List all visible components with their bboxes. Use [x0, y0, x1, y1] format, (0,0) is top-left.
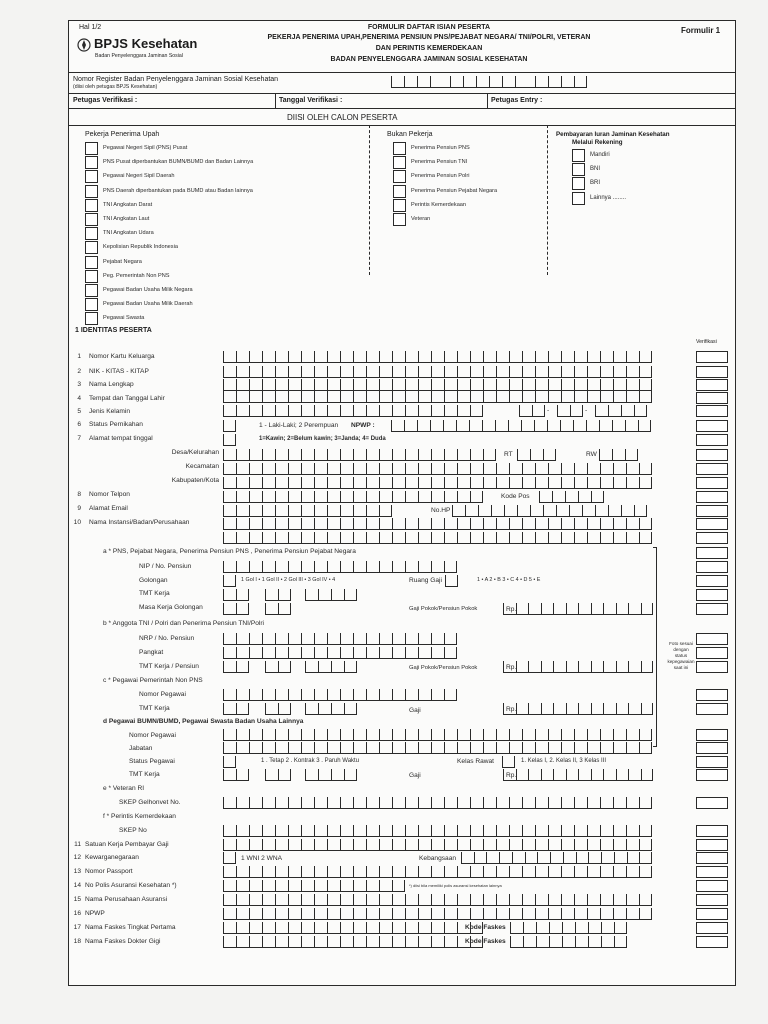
masa-kerja-label: Masa Kerja Golongan: [139, 604, 203, 611]
register-number-input[interactable]: [391, 76, 601, 88]
field-number: 12: [73, 854, 81, 861]
field-number: 4: [77, 395, 81, 402]
tmt-d-label: TMT Kerja: [129, 771, 160, 778]
verification-box[interactable]: [696, 742, 728, 754]
field-number: 7: [77, 435, 81, 442]
verification-box[interactable]: [696, 703, 728, 715]
tmt-d-year[interactable]: [305, 769, 357, 781]
gaji-pokok-input[interactable]: [503, 603, 653, 615]
bp-option-label: Penerima Pensiun Pejabat Negara: [411, 187, 498, 194]
gaji-c-label: Gaji: [409, 707, 421, 714]
polis-input[interactable]: [223, 880, 405, 892]
bpjs-logo-icon: [77, 38, 91, 52]
satuan-kerja-input[interactable]: [223, 839, 652, 851]
golongan-options: 1 Gol I • 1 Gol II • 2 Gol III • 3 Gol IV • 4: [241, 577, 336, 583]
verification-box[interactable]: [696, 491, 728, 503]
register-label: Nomor Register Badan Penyelenggara Jaminan Sosial Kesehatan: [73, 76, 279, 83]
ppu-option-label: TNI Angkatan Laut: [103, 216, 150, 222]
address-input[interactable]: [223, 449, 496, 461]
verification-box[interactable]: [696, 603, 728, 615]
tmt-year-input[interactable]: [305, 589, 357, 601]
field-label: Tempat dan Tanggal Lahir: [89, 395, 165, 402]
field-label: Jenis Kelamin: [89, 408, 131, 415]
logo-subtext: Badan Penyelenggara Jaminan Sosial: [95, 53, 183, 59]
npwp-input[interactable]: [223, 908, 652, 920]
verification-box[interactable]: [696, 633, 728, 645]
rw-label: RW: [586, 451, 597, 458]
date-separator: -: [585, 407, 588, 414]
verification-box[interactable]: [696, 729, 728, 741]
status-pegawai-input[interactable]: [223, 756, 236, 768]
ppu-option-label: TNI Angkatan Udara: [103, 230, 154, 237]
emp-d-title: d Pegawai BUMN/BUMD, Pegawai Swasta Badan Usaha Lainnya: [103, 718, 304, 725]
rt-label: RT: [504, 451, 513, 458]
gender-input[interactable]: [223, 420, 236, 432]
kode-faskes-gigi-input[interactable]: [510, 936, 650, 948]
ppu-checkbox[interactable]: [85, 270, 98, 283]
field-number: 14: [73, 882, 81, 889]
gaji-pokok-label-b: Gaji Pokok/Pensiun Pokok: [409, 665, 478, 671]
field-number: 3: [77, 381, 81, 388]
field-label: Nomor Passport: [85, 868, 133, 875]
kebangsaan-input[interactable]: [461, 852, 652, 864]
tanggal-verifikasi-label: Tanggal Verifikasi :: [279, 97, 343, 104]
field-number: 9: [77, 505, 81, 512]
emp-f-title: f * Perintis Kemerdekaan: [103, 813, 176, 820]
field-label: NIK - KITAS - KITAP: [89, 368, 149, 375]
verification-box[interactable]: [696, 392, 728, 404]
category-bp-title: Bukan Pekerja: [387, 131, 433, 138]
verification-box[interactable]: [696, 420, 728, 432]
ppu-checkbox[interactable]: [85, 213, 98, 226]
field-number: 16: [73, 910, 81, 917]
bank-option-label: BNI: [590, 166, 601, 173]
kebangsaan-label: Kebangsaan: [419, 855, 457, 862]
nrp-input[interactable]: [223, 633, 457, 645]
gaji-pokok-label: Gaji Pokok/Pensiun Pokok: [409, 606, 478, 612]
ppu-checkbox[interactable]: [85, 312, 98, 325]
skep-veteran-label: SKEP Gelhonvet No.: [119, 799, 181, 806]
nomor-pegawai-d-input[interactable]: [223, 729, 652, 741]
verification-box[interactable]: [696, 561, 728, 573]
field-label: Status Pernikahan: [89, 421, 143, 428]
verification-box[interactable]: [696, 936, 728, 948]
golongan-label: Golongan: [139, 577, 168, 584]
postcode-label: Kode Pos: [501, 493, 530, 500]
gaji-c-input[interactable]: [503, 703, 653, 715]
city-input[interactable]: [223, 491, 483, 503]
verification-box[interactable]: [696, 366, 728, 378]
field-label: Alamat tempat tinggal: [89, 435, 153, 442]
field-number: 2: [77, 368, 81, 375]
verification-box[interactable]: [696, 477, 728, 489]
ppu-checkbox[interactable]: [85, 156, 98, 169]
field-label: NPWP: [85, 910, 105, 917]
field-label: Alamat Email: [89, 505, 128, 512]
ppu-option-label: Peg. Pemerintah Non PNS: [103, 272, 170, 279]
bp-option-label: Penerima Pensiun PNS: [411, 145, 470, 151]
bp-option-label: Perintis Kemerdekaan: [411, 201, 467, 208]
faskes-gigi-input[interactable]: [223, 936, 483, 948]
faskes1-input[interactable]: [223, 922, 483, 934]
bp-checkbox[interactable]: [393, 199, 406, 212]
gaji-pokok-b-input[interactable]: [503, 661, 653, 673]
gaji-d-label: Gaji: [409, 772, 421, 779]
petugas-entry-label: Petugas Entry :: [491, 97, 543, 104]
ppu-checkbox[interactable]: [85, 199, 98, 212]
skep-veteran-input[interactable]: [223, 797, 652, 809]
verification-box[interactable]: [696, 922, 728, 934]
ppu-option-label: TNI Angkatan Darat: [103, 201, 153, 208]
village-input[interactable]: [223, 463, 652, 475]
verification-box[interactable]: [696, 434, 728, 446]
pangkat-label: Pangkat: [139, 649, 164, 656]
form-subtitle-2: DAN PERINTIS KEMERDEKAAN: [375, 45, 483, 52]
marital-options: 1=Kawin; 2=Belum kawin; 3=Janda; 4= Duda: [259, 436, 386, 442]
birth-day-input[interactable]: [519, 405, 545, 417]
payment-subtitle: Melalui Rekening: [572, 139, 623, 146]
bp-checkbox[interactable]: [393, 156, 406, 169]
category-ppu-title: Pekerja Penerima Upah: [85, 131, 160, 138]
kk-number-input[interactable]: [223, 351, 652, 363]
form-subtitle-1: PEKERJA PENERIMA UPAH,PENERIMA PENSIUN PNS/PEJABAT NEGARA/ TNI/POLRI, VETERAN: [267, 34, 591, 41]
emp-e-title: e * Veteran RI: [103, 785, 145, 792]
npwp-label: NPWP :: [351, 422, 375, 429]
identity-section-title: 1 IDENTITAS PESERTA: [75, 327, 152, 334]
field-label: Kabupaten/Kota: [171, 477, 219, 484]
field-label: Nama Perusahaan Asuransi: [85, 896, 168, 903]
bank-checkbox[interactable]: [572, 177, 585, 190]
tmt-pensiun-label: TMT Kerja / Pensiun: [139, 663, 199, 670]
skep-no-label: SKEP No: [119, 827, 147, 834]
page-number: Hal 1/2: [79, 24, 102, 31]
tmt-p-month[interactable]: [265, 661, 291, 673]
ppu-option-label: Pegawai Swasta: [103, 315, 145, 322]
bank-option-label: Mandiri: [590, 152, 610, 158]
tmt-p-day[interactable]: [223, 661, 249, 673]
verification-box[interactable]: [696, 351, 728, 363]
kelas-options: 1. Kelas I, 2. Kelas II, 3 Kelas III: [521, 758, 607, 764]
ppu-checkbox[interactable]: [85, 142, 98, 155]
verification-box[interactable]: [696, 689, 728, 701]
verification-box[interactable]: [696, 463, 728, 475]
verification-box[interactable]: [696, 894, 728, 906]
field-number: 10: [73, 519, 81, 526]
field-number: 1: [77, 353, 81, 360]
bank-option-label: Lainnya ........: [590, 194, 627, 201]
bp-checkbox[interactable]: [393, 142, 406, 155]
verification-box[interactable]: [696, 647, 728, 659]
ppu-option-label: PNS Daerah diperbantukan pada BUMD atau Badan lainnya: [103, 187, 253, 194]
form-title: FORMULIR DAFTAR ISIAN PESERTA: [367, 24, 491, 31]
rt-input[interactable]: [517, 449, 556, 461]
register-sublabel: (diisi oleh petugas BPJS Kesehatan): [73, 84, 158, 90]
rp-label: Rp.: [506, 606, 517, 613]
field-label: Satuan Kerja Pembayar Gaji: [85, 841, 169, 848]
verification-box[interactable]: [696, 505, 728, 517]
verification-box[interactable]: [696, 589, 728, 601]
tmt-day-input[interactable]: [223, 589, 249, 601]
ppu-checkbox[interactable]: [85, 241, 98, 254]
kode-faskes1-input[interactable]: [510, 922, 650, 934]
name-input-line2[interactable]: [223, 391, 652, 403]
field-label: No Polis Asuransi Kesehatan *): [85, 882, 177, 889]
ppu-option-label: Pegawai Badan Usaha Milik Negara: [103, 287, 193, 293]
emp-bracket: [653, 547, 657, 747]
tmt-month-input[interactable]: [265, 589, 291, 601]
date-separator: -: [547, 407, 550, 414]
citizenship-options: 1 WNI 2 WNA: [241, 855, 283, 862]
instansi-input[interactable]: [223, 532, 652, 544]
ppu-checkbox[interactable]: [85, 256, 98, 269]
bp-option-label: Veteran: [411, 216, 431, 222]
nomor-pegawai-d-label: Nomor Pegawai: [129, 732, 176, 739]
rp-label-c: Rp.: [506, 706, 517, 713]
tmt-kerja-label: TMT Kerja: [139, 590, 170, 597]
field-number: 13: [73, 868, 81, 875]
verification-box[interactable]: [696, 547, 728, 559]
verifikasi-label: Verifikasi: [696, 339, 717, 345]
ppu-option-label: Kepolisian Republik Indonesia: [103, 244, 178, 251]
bank-option-label: BRI: [590, 180, 601, 187]
nik-input[interactable]: [223, 366, 652, 378]
form-sheet: [68, 20, 736, 986]
verification-box[interactable]: [696, 756, 728, 768]
gaji-d-input[interactable]: [503, 769, 653, 781]
ruang-gaji-label: Ruang Gaji: [409, 577, 442, 584]
jabatan-input[interactable]: [223, 742, 652, 754]
ppu-checkbox[interactable]: [85, 284, 98, 297]
skep-no-input[interactable]: [223, 825, 652, 837]
emp-c-title: c * Pegawai Pemerintah Non PNS: [103, 677, 203, 684]
photo-side-note: Foto sesuai dengan status kepegawaian saat ini: [667, 641, 695, 670]
rp-label-b: Rp.: [506, 664, 517, 671]
form-subtitle-3: BADAN PENYELENGGARA JAMINAN SOSIAL KESEHATAN: [330, 56, 528, 63]
field-label: Kecamatan: [185, 463, 219, 470]
petugas-verifikasi-label: Petugas Verifikasi :: [73, 97, 138, 104]
rw-input[interactable]: [599, 449, 638, 461]
birth-year-input[interactable]: [595, 405, 647, 417]
district-input[interactable]: [223, 477, 652, 489]
tmt-c-label: TMT Kerja: [139, 705, 170, 712]
verification-box[interactable]: [696, 852, 728, 864]
emp-b-title: b * Anggota TNI / Polri dan Penerima Pensiun TNI/Polri: [103, 620, 265, 627]
verification-box[interactable]: [696, 866, 728, 878]
bp-checkbox[interactable]: [393, 185, 406, 198]
field-label: Nama Faskes Tingkat Pertama: [85, 924, 176, 931]
bp-option-label: Penerima Pensiun TNI: [411, 159, 468, 166]
field-label: Nomor Telpon: [89, 491, 130, 498]
verification-box[interactable]: [696, 880, 728, 892]
tmt-d-month[interactable]: [265, 769, 291, 781]
section-title: DIISI OLEH CALON PESERTA: [287, 113, 398, 122]
birth-month-input[interactable]: [557, 405, 583, 417]
ppu-option-label: PNS Pusat diperbantukan BUMN/BUMD dan Badan Lainnya: [103, 159, 254, 166]
golongan-input[interactable]: [223, 575, 236, 587]
bp-checkbox[interactable]: [393, 213, 406, 226]
kode-faskes-label: Kode Faskes: [465, 924, 506, 931]
bank-checkbox[interactable]: [572, 163, 585, 176]
emp-a-title: a * PNS, Pejabat Negara, Penerima Pensiun PNS , Penerima Pensiun Pejabat Negara: [103, 548, 356, 555]
status-options: 1 . Tetap 2 . Kontrak 3 . Paruh Waktu: [261, 758, 360, 764]
form-number: Formulir 1: [681, 26, 721, 35]
field-number: 6: [77, 421, 81, 428]
masa-kerja-input[interactable]: [223, 603, 249, 615]
tmt-c-month[interactable]: [265, 703, 291, 715]
field-number: 11: [74, 841, 81, 848]
verification-box[interactable]: [696, 405, 728, 417]
kode-faskes-gigi-label: Kode Faskes: [465, 938, 506, 945]
logo-text: BPJS Kesehatan: [94, 36, 198, 51]
bp-option-label: Penerima Pensiun Polri: [411, 173, 470, 180]
field-label: Kewarganegaraan: [85, 854, 139, 861]
jabatan-label: Jabatan: [129, 745, 153, 752]
field-label: Nama Instansi/Badan/Perusahaan: [89, 519, 190, 526]
npwp-inline-input[interactable]: [391, 420, 651, 432]
marital-input[interactable]: [223, 434, 236, 446]
field-number: 5: [77, 408, 81, 415]
ppu-checkbox[interactable]: [85, 298, 98, 311]
bp-checkbox[interactable]: [393, 170, 406, 183]
tmt-p-year[interactable]: [305, 661, 357, 673]
asuransi-name-input[interactable]: [223, 894, 652, 906]
status-pegawai-label: Status Pegawai: [129, 758, 175, 765]
field-label: Nomor Kartu Keluarga: [89, 353, 155, 360]
tmt-c-year[interactable]: [305, 703, 357, 715]
postcode-input[interactable]: [539, 491, 604, 503]
tmt-c-day[interactable]: [223, 703, 249, 715]
ppu-option-label: Pegawai Negeri Sipil (PNS) Pusat: [103, 145, 188, 151]
field-number: 15: [73, 896, 81, 903]
ppu-option-label: Pegawai Negeri Sipil Daerah: [103, 173, 175, 180]
nrp-label: NRP / No. Pensiun: [139, 635, 195, 642]
ruang-options: 1 • A 2 • B 3 • C 4 • D 5 • E: [477, 577, 541, 583]
verification-box[interactable]: [696, 532, 728, 544]
ruang-gaji-input[interactable]: [445, 575, 458, 587]
bank-checkbox[interactable]: [572, 149, 585, 162]
verification-box[interactable]: [696, 908, 728, 920]
verification-box[interactable]: [696, 825, 728, 837]
citizenship-input[interactable]: [223, 852, 236, 864]
masa-kerja-bulan-input[interactable]: [265, 603, 291, 615]
nomor-pegawai-input[interactable]: [223, 689, 457, 701]
gender-options: 1 - Laki-Laki; 2 Perempuan: [259, 422, 339, 429]
field-label: Nama Faskes Dokter Gigi: [85, 938, 161, 945]
ppu-option-label: Pejabat Negara: [103, 258, 142, 265]
passport-input[interactable]: [223, 866, 652, 878]
verification-box[interactable]: [696, 839, 728, 851]
hp-label: No.HP: [431, 507, 451, 514]
verification-box[interactable]: [696, 575, 728, 587]
verification-box[interactable]: [696, 797, 728, 809]
verification-box[interactable]: [696, 661, 728, 673]
tmt-d-day[interactable]: [223, 769, 249, 781]
email-input[interactable]: [223, 518, 652, 530]
ppu-checkbox[interactable]: [85, 185, 98, 198]
asuransi-note: *) diisi bila memiliki polis asuransi kesehatan lainnya: [409, 883, 502, 888]
kelas-rawat-input[interactable]: [502, 756, 515, 768]
verification-box[interactable]: [696, 379, 728, 391]
pangkat-input[interactable]: [223, 647, 457, 659]
nip-label: NIP / No. Pensiun: [139, 563, 192, 570]
hp-input[interactable]: [452, 505, 647, 517]
field-number: 8: [77, 491, 81, 498]
kelas-rawat-label: Kelas Rawat: [457, 758, 495, 765]
phone-input[interactable]: [223, 505, 392, 517]
field-number: 17: [73, 924, 81, 931]
verification-box[interactable]: [696, 449, 728, 461]
ppu-checkbox[interactable]: [85, 170, 98, 183]
bank-checkbox[interactable]: [572, 192, 585, 205]
payment-title: Pembayaran Iuran Jaminan Kesehatan: [556, 131, 670, 138]
rp-label-d: Rp.: [506, 772, 517, 779]
field-number: 18: [73, 938, 81, 945]
field-label: Desa/Kelurahan: [171, 449, 219, 456]
ppu-option-label: Pegawai Badan Usaha Milik Daerah: [103, 301, 193, 308]
verification-box[interactable]: [696, 769, 728, 781]
nomor-pegawai-label: Nomor Pegawai: [139, 691, 186, 698]
ppu-checkbox[interactable]: [85, 227, 98, 240]
name-input-line1[interactable]: [223, 379, 652, 391]
field-label: Nama Lengkap: [89, 381, 134, 388]
nip-input[interactable]: [223, 561, 457, 573]
birthplace-input[interactable]: [223, 405, 483, 417]
verification-box[interactable]: [696, 518, 728, 530]
